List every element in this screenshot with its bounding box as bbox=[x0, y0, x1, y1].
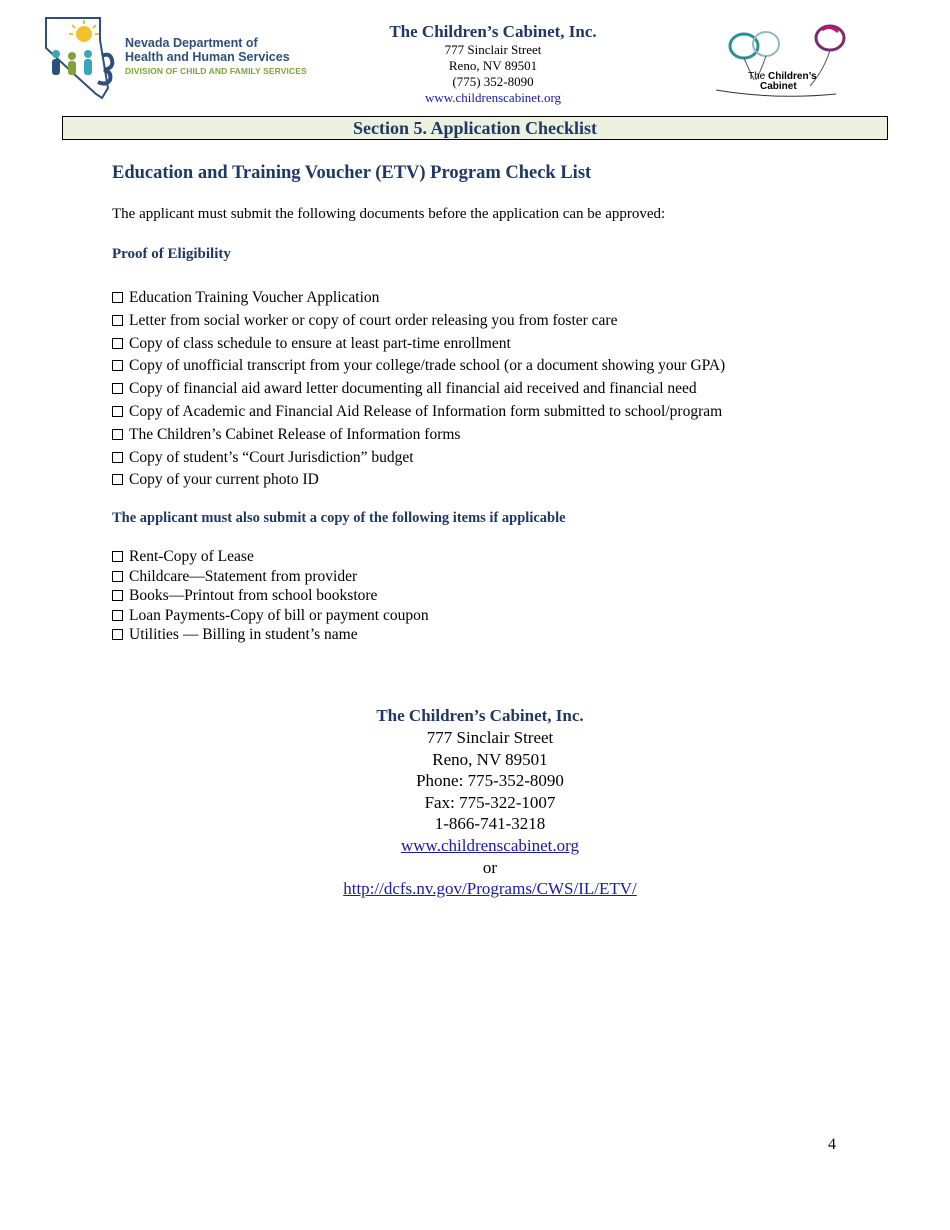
contact-tollfree: 1-866-741-3218 bbox=[434, 814, 546, 834]
checklist-item[interactable]: Books—Printout from school bookstore bbox=[112, 586, 429, 606]
letterhead-org-name: The Children’s Cabinet, Inc. bbox=[389, 22, 597, 41]
applicable-items-heading: The applicant must also submit a copy of the following items if applicable bbox=[112, 510, 566, 526]
letterhead-phone: (775) 352-8090 bbox=[452, 74, 534, 89]
document-title: Education and Training Voucher (ETV) Program Check List bbox=[112, 163, 592, 183]
proof-checklist bbox=[112, 287, 725, 492]
section-title-bar: Section 5. Application Checklist bbox=[62, 116, 888, 140]
checklist-item[interactable]: The Children’s Cabinet Release of Information forms bbox=[112, 424, 725, 447]
checklist-item[interactable]: Copy of student’s “Court Jurisdiction” budget bbox=[112, 447, 725, 470]
contact-street: 777 Sinclair Street bbox=[426, 728, 554, 747]
letterhead bbox=[343, 22, 643, 106]
contact-block bbox=[280, 705, 700, 900]
checkbox-icon[interactable] bbox=[112, 551, 123, 562]
childrens-cabinet-link[interactable]: www.childrenscabinet.org bbox=[401, 835, 579, 855]
contact-org-name: The Children’s Cabinet, Inc. bbox=[376, 706, 584, 725]
contact-city: Reno, NV 89501 bbox=[432, 749, 548, 769]
intro-text: The applicant must submit the following documents before the application can be approved: bbox=[112, 206, 666, 222]
checkbox-icon[interactable] bbox=[112, 590, 123, 601]
checklist-item[interactable]: Copy of class schedule to ensure at least part-time enrollment bbox=[112, 333, 725, 356]
balloons-icon bbox=[712, 24, 862, 104]
wordmark-cabinet: Cabinet bbox=[760, 81, 797, 92]
dhhs-name bbox=[125, 36, 307, 78]
dhhs-logo bbox=[44, 14, 307, 100]
checkbox-icon[interactable] bbox=[112, 383, 123, 394]
childrens-cabinet-logo bbox=[712, 24, 862, 104]
letterhead-street: 777 Sinclair Street bbox=[444, 42, 542, 57]
contact-phone: Phone: 775-352-8090 bbox=[416, 771, 564, 791]
checklist-item[interactable]: Childcare—Statement from provider bbox=[112, 567, 429, 587]
checkbox-icon[interactable] bbox=[112, 610, 123, 621]
contact-or: or bbox=[482, 857, 498, 877]
checklist-item[interactable]: Copy of Academic and Financial Aid Release of Information form submitted to school/program bbox=[112, 401, 725, 424]
checkbox-icon[interactable] bbox=[112, 629, 123, 640]
checkbox-icon[interactable] bbox=[112, 452, 123, 463]
checklist-item[interactable]: Education Training Voucher Application bbox=[112, 287, 725, 310]
checklist-item[interactable]: Rent-Copy of Lease bbox=[112, 547, 429, 567]
checklist-item[interactable]: Copy of unofficial transcript from your college/trade school (or a document showing your GPA) bbox=[112, 355, 725, 378]
childrens-cabinet-wordmark bbox=[748, 72, 817, 92]
checkbox-icon[interactable] bbox=[112, 429, 123, 440]
checkbox-icon[interactable] bbox=[112, 571, 123, 582]
dhhs-division: DIVISION OF CHILD AND FAMILY SERVICES bbox=[125, 66, 307, 76]
dcfs-etv-link[interactable]: http://dcfs.nv.gov/Programs/CWS/IL/ETV/ bbox=[343, 879, 637, 899]
proof-of-eligibility-heading: Proof of Eligibility bbox=[112, 246, 231, 262]
dhhs-family-sun-icon bbox=[44, 14, 126, 100]
dhhs-name-line2: Health and Human Services bbox=[125, 50, 290, 64]
checkbox-icon[interactable] bbox=[112, 406, 123, 417]
checklist-item[interactable]: Copy of your current photo ID bbox=[112, 469, 725, 492]
dhhs-name-line1: Nevada Department of bbox=[125, 36, 258, 50]
checklist-item[interactable]: Utilities — Billing in student’s name bbox=[112, 625, 429, 645]
letterhead-city: Reno, NV 89501 bbox=[448, 58, 538, 73]
checkbox-icon[interactable] bbox=[112, 338, 123, 349]
wordmark-name: Children’s bbox=[768, 71, 817, 82]
letterhead-website: www.childrenscabinet.org bbox=[424, 90, 562, 105]
checkbox-icon[interactable] bbox=[112, 315, 123, 326]
checkbox-icon[interactable] bbox=[112, 292, 123, 303]
checkbox-icon[interactable] bbox=[112, 360, 123, 371]
checkbox-icon[interactable] bbox=[112, 474, 123, 485]
checklist-item[interactable]: Loan Payments-Copy of bill or payment coupon bbox=[112, 606, 429, 626]
page-number: 4 bbox=[828, 1136, 836, 1153]
applicable-checklist bbox=[112, 547, 429, 645]
checklist-item[interactable]: Letter from social worker or copy of court order releasing you from foster care bbox=[112, 310, 725, 333]
contact-fax: Fax: 775-322-1007 bbox=[424, 792, 556, 812]
checklist-item[interactable]: Copy of financial aid award letter documenting all financial aid received and financial need bbox=[112, 378, 725, 401]
wordmark-the: The bbox=[748, 71, 766, 82]
